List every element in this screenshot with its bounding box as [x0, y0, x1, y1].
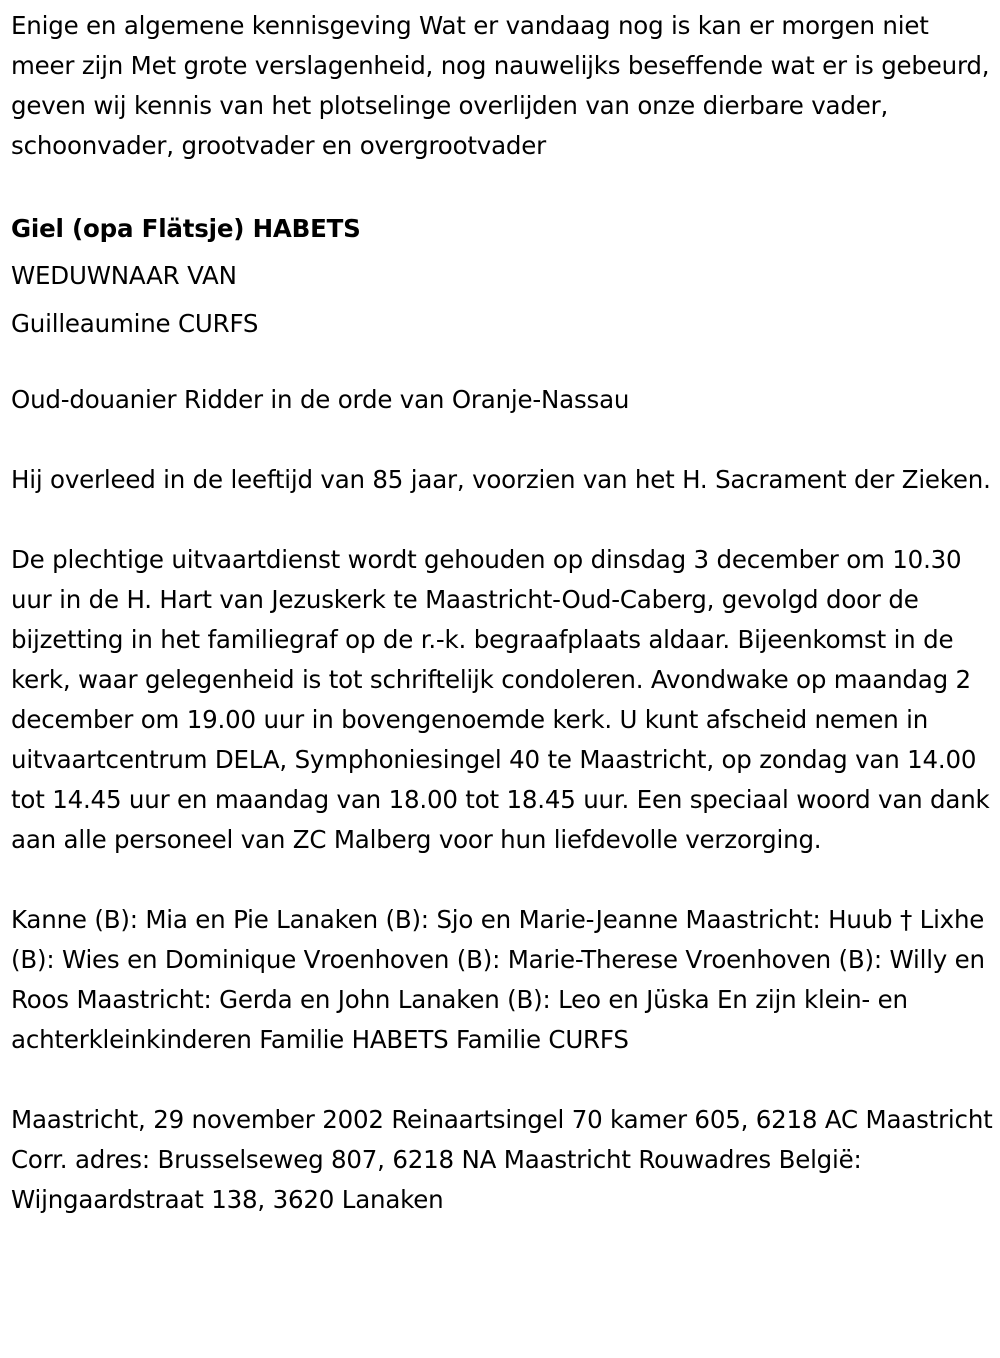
title-line: Oud-douanier Ridder in de orde van Oranje-Nassau	[11, 385, 630, 414]
family-paragraph: Kanne (B): Mia en Pie Lanaken (B): Sjo en Marie-Jeanne Maastricht: Huub † Lixhe (B): Wies en Dominique Vroenhoven (B): Marie-Therese Vroenhoven (B): Willy en Roos Maastricht: Gerda en John Lanaken (B): Leo en Jüska En zijn klein- en achterkleinkinderen Familie HABETS Familie CURFS	[11, 905, 985, 1054]
intro-paragraph: Enige en algemene kennisgeving Wat er vandaag nog is kan er morgen niet meer zijn Met grote verslagenheid, nog nauwelijks beseffende wat er is gebeurd, geven wij kennis van het plotselinge overlijden van onze dierbare vader, schoonvader, grootvader en overgrootvader	[11, 11, 990, 160]
funeral-details-paragraph: De plechtige uitvaartdienst wordt gehouden op dinsdag 3 december om 10.30 uur in de H. Hart van Jezuskerk te Maastricht-Oud-Caberg, gevolgd door de bijzetting in het familiegraf op de r.-k. begraafplaats aldaar. Bijeenkomst in de kerk, waar gelegenheid is tot schriftelijk condoleren. Avondwake op maandag 2 december om 19.00 uur in bovengenoemde kerk. U kunt afscheid nemen in uitvaartcentrum DELA, Symphoniesingel 40 te Maastricht, op zondag van 14.00 tot 14.45 uur en maandag van 18.00 tot 18.45 uur. Een speciaal woord van dank aan alle personeel van ZC Malberg voor hun liefdevolle verzorging.	[11, 545, 990, 854]
widower-label: WEDUWNAAR VAN	[11, 261, 237, 290]
addresses-paragraph: Maastricht, 29 november 2002 Reinaartsingel 70 kamer 605, 6218 AC Maastricht Corr. adres: Brusselseweg 807, 6218 NA Maastricht Rouwadres België: Wijngaardstraat 138, 3620 Lanaken	[11, 1105, 993, 1214]
age-paragraph: Hij overleed in de leeftijd van 85 jaar, voorzien van het H. Sacrament der Zieken.	[11, 465, 991, 494]
spouse-name: Guilleaumine CURFS	[11, 309, 259, 338]
death-notice	[11, 6, 993, 1220]
deceased-name: Giel (opa Flätsje) HABETS	[11, 214, 361, 243]
